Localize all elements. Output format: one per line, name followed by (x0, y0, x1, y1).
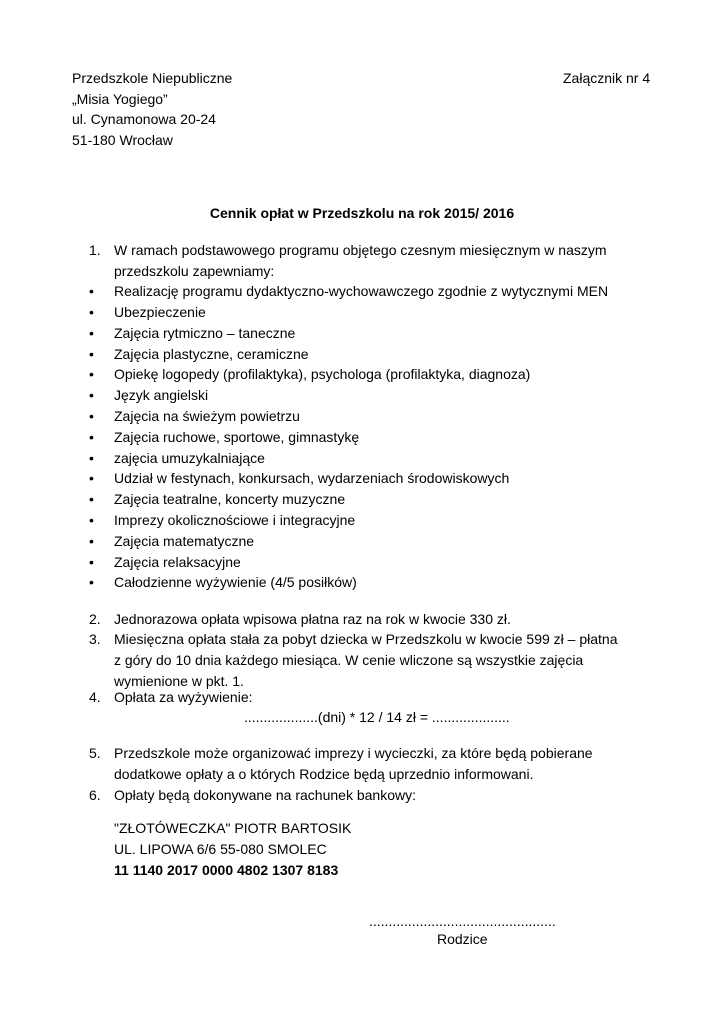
bullet-text: zajęcia umuzykalniające (114, 450, 265, 466)
bullet-text: Opiekę logopedy (profilaktyka), psychologa (profilaktyka, diagnoza) (114, 366, 531, 382)
bullet-text: Zajęcia relaksacyjne (114, 554, 241, 570)
list-item-text: W ramach podstawowego programu objętego czesnym miesięcznym w naszym (114, 242, 607, 258)
list-item-text: dodatkowe opłaty a o których Rodzice będą uprzednio informowani. (114, 765, 534, 782)
bullet-text: Zajęcia matematyczne (114, 533, 255, 549)
bullet-icon: • (89, 283, 94, 299)
meal-fee-formula: ...................(dni) * 12 / 14 zł = .................... (244, 709, 510, 725)
org-street: ul. Cynamonowa 20-24 (72, 111, 216, 127)
bullet-icon: • (89, 346, 94, 362)
signature-label: Rodzice (437, 931, 488, 947)
bullet-icon: • (89, 554, 94, 570)
document-title: Cennik opłat w Przedszkolu na rok 2015/ 2016 (209, 205, 515, 221)
bullet-icon: • (89, 491, 94, 507)
bank-details (114, 818, 351, 880)
bullet-text: Zajęcia ruchowe, sportowe, gimnastykę (114, 429, 360, 445)
bullet-icon: • (89, 512, 94, 528)
list-number: 2. (89, 611, 101, 627)
org-name: Przedszkole Niepubliczne (72, 70, 233, 86)
list-item-text: Opłaty będą dokonywane na rachunek bankowy: (114, 787, 416, 803)
bullet-icon: • (89, 387, 94, 403)
bullet-text: Całodzienne wyżywienie (4/5 posiłków) (114, 574, 357, 590)
list-number: 1. (89, 242, 101, 258)
bullet-icon: • (89, 366, 94, 382)
bullet-icon: • (89, 325, 94, 341)
list-item-text: Opłata za wyżywienie: (114, 689, 253, 705)
bullet-icon: • (89, 408, 94, 424)
bank-account-holder: "ZŁOTÓWECZKA" PIOTR BARTOSIK (114, 820, 352, 836)
bullet-icon: • (89, 450, 94, 466)
bank-address: UL. LIPOWA 6/6 55-080 SMOLEC (114, 840, 327, 857)
bullet-icon: • (89, 470, 94, 486)
bullet-text: Zajęcia rytmiczno – taneczne (114, 325, 296, 341)
bullet-text: Zajęcia na świeżym powietrzu (114, 408, 300, 424)
list-item-text: Jednorazowa opłata wpisowa płatna raz na rok w kwocie 330 zł. (114, 611, 511, 627)
org-city: 51-180 Wrocław (72, 131, 173, 148)
attachment-label: Załącznik nr 4 (563, 70, 651, 86)
bullet-text: Imprezy okolicznościowe i integracyjne (114, 512, 356, 528)
bullet-text: Realizację programu dydaktyczno-wychowawczego zgodnie z wytycznymi MEN (114, 283, 609, 299)
list-number: 6. (89, 787, 101, 803)
bullet-text: Zajęcia teatralne, koncerty muzyczne (114, 491, 346, 507)
bullet-icon: • (89, 533, 94, 549)
list-item-text: Przedszkole może organizować imprezy i wycieczki, za które będą pobierane (114, 745, 593, 761)
bullet-icon: • (89, 574, 94, 590)
list-item-text: przedszkolu zapewniamy: (114, 262, 275, 279)
list-item-text: wymienione w pkt. 1. (114, 672, 244, 689)
signature-line: ................................................ (369, 913, 556, 929)
bank-account-number: 11 1140 2017 0000 4802 1307 8183 (114, 861, 339, 878)
list-number: 5. (89, 745, 101, 761)
bullet-text: Zajęcia plastyczne, ceramiczne (114, 346, 309, 362)
list-number: 3. (89, 631, 101, 647)
org-subname: „Misia Yogiego” (72, 90, 168, 107)
bullet-icon: • (89, 429, 94, 445)
organization-address (72, 68, 232, 150)
list-item-text: Miesięczna opłata stała za pobyt dziecka w Przedszkolu w kwocie 599 zł – płatna (114, 631, 618, 647)
bullet-text: Język angielski (114, 387, 209, 403)
bullet-icon: • (89, 304, 94, 320)
list-number: 4. (89, 689, 101, 705)
bullet-text: Udział w festynach, konkursach, wydarzeniach środowiskowych (114, 470, 510, 486)
list-item-text: z góry do 10 dnia każdego miesiąca. W cenie wliczone są wszystkie zajęcia (114, 651, 584, 668)
bullet-text: Ubezpieczenie (114, 304, 206, 320)
